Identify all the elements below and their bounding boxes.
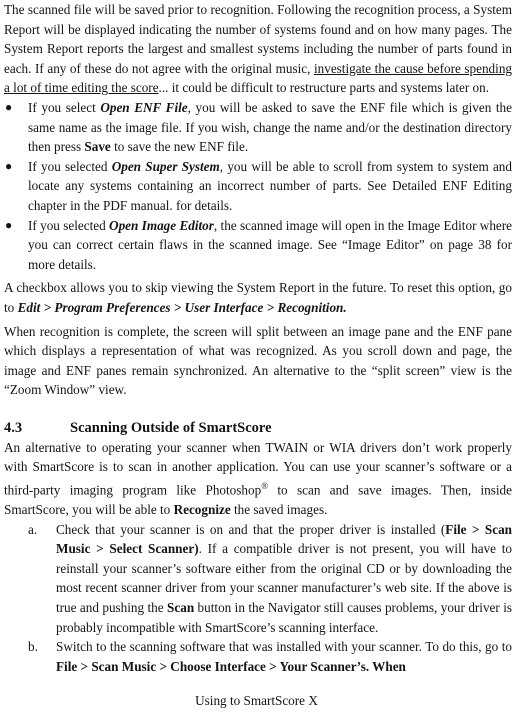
bullet-text: , the scanned image will open in the Image Editor where you can correct certain flaws in the scanned image. See “Image Editor” on page 38 for more details.	[28, 217, 513, 272]
steps-list	[4, 520, 512, 677]
bullet-open-enf-file	[4, 98, 512, 157]
bullet-text: If you selected	[28, 158, 112, 174]
step-a	[4, 520, 512, 638]
bullet-emphasis: Open Image Editor	[109, 217, 214, 233]
scanning-text-a: An alternative to operating your scanner when TWAIN or WIA drivers don’t work properly with SmartScore is to scan in another application. You can use your scanner’s software or a third-party imaging program like Photoshop	[4, 439, 512, 498]
step-text: . If a compatible driver is not present, you will have to reinstall your scanner’s software either from the original CD or by downloading the most recent scanner driver from your scanner manufacturer’s web site. If the above is true and pushing the	[56, 541, 512, 616]
bullet-emphasis: Open Super System	[111, 158, 220, 174]
intro-paragraph	[4, 0, 512, 98]
step-bold-path: File > Scan Music > Select Scanner)	[56, 521, 513, 557]
bullet-text: , you will be able to scroll from system to system and locate any systems containing an incorrect number of parts. See Detailed ENF Editing chapter in the PDF manual. for details.	[28, 158, 512, 213]
bullet-text: If you select	[28, 99, 101, 115]
bullet-open-image-editor	[4, 216, 512, 275]
step-text: Switch to the scanning software that was installed with your scanner. To do this, go to	[56, 639, 512, 655]
bullet-dot-icon: ●	[5, 217, 13, 232]
bullet-text: , you will be asked to save the ENF file which is given the same name as the image file. If you wish, change the name and/or the destination directory then press	[28, 99, 512, 155]
bullet-text: to save the new ENF file.	[110, 139, 249, 155]
section-heading	[4, 418, 512, 438]
split-screen-text: When recognition is complete, the screen will split between an image pane and the ENF pane which displays a representation of what was recognized. As you scroll down and page, the image and ENF panes remain synchronized. An alternative to the “split screen” view is the “Zoom Window” view.	[4, 323, 512, 398]
scanning-bold: Recognize	[173, 502, 231, 518]
step-text: button in the Navigator still causes problems, your driver is probably incompatible with SmartScore’s scanning interface.	[56, 600, 513, 635]
intro-underlined-warning: investigate the cause before spending a lot of time editing the score	[4, 60, 513, 96]
options-bullet-list	[4, 98, 512, 274]
checkbox-text: A checkbox allows you to skip viewing the System Report in the future. To reset this option, go to	[4, 280, 512, 315]
section-number: 4.3	[4, 419, 23, 436]
registered-mark: ®	[261, 481, 269, 492]
step-text: When	[369, 658, 406, 674]
scanning-text-c: the saved images.	[230, 502, 328, 518]
page-footer: Using to SmartScore X	[195, 693, 318, 708]
step-bold-path: File > Scan Music > Choose Interface > Your Scanner’s.	[56, 658, 370, 674]
split-screen-paragraph	[4, 322, 512, 400]
bullet-dot-icon: ●	[5, 158, 13, 173]
scanning-outside-paragraph	[4, 438, 512, 520]
bullet-open-super-system	[4, 157, 512, 216]
step-marker: a.	[28, 521, 38, 537]
bullet-text: If you selected	[28, 217, 110, 233]
menu-path: Edit > Program Preferences > User Interface > Recognition.	[17, 299, 347, 315]
document-page	[4, 0, 512, 676]
intro-text-b: ... it could be difficult to restructure parts and systems later on.	[158, 80, 490, 96]
scanning-text-b: to scan and save images. Then, inside SmartScore, you will be able to	[4, 482, 512, 518]
section-title: Scanning Outside of SmartScore	[70, 419, 272, 436]
bullet-dot-icon: ●	[5, 99, 13, 114]
step-marker: b.	[28, 639, 38, 655]
checkbox-paragraph	[4, 278, 512, 317]
step-bold-scan: Scan	[167, 600, 195, 616]
step-text: Check that your scanner is on and that the proper driver is installed (	[56, 521, 446, 537]
step-b	[4, 637, 512, 676]
intro-text-a: The scanned file will be saved prior to recognition. Following the recognition process, a System Report will be displayed indicating the number of systems found and on how many pages. The System Report reports the largest and smallest systems including the number of parts found in each. If any of these do not agree with the original music,	[4, 2, 512, 76]
bullet-bold: Save	[84, 139, 111, 155]
bullet-emphasis: Open ENF File	[100, 99, 188, 115]
